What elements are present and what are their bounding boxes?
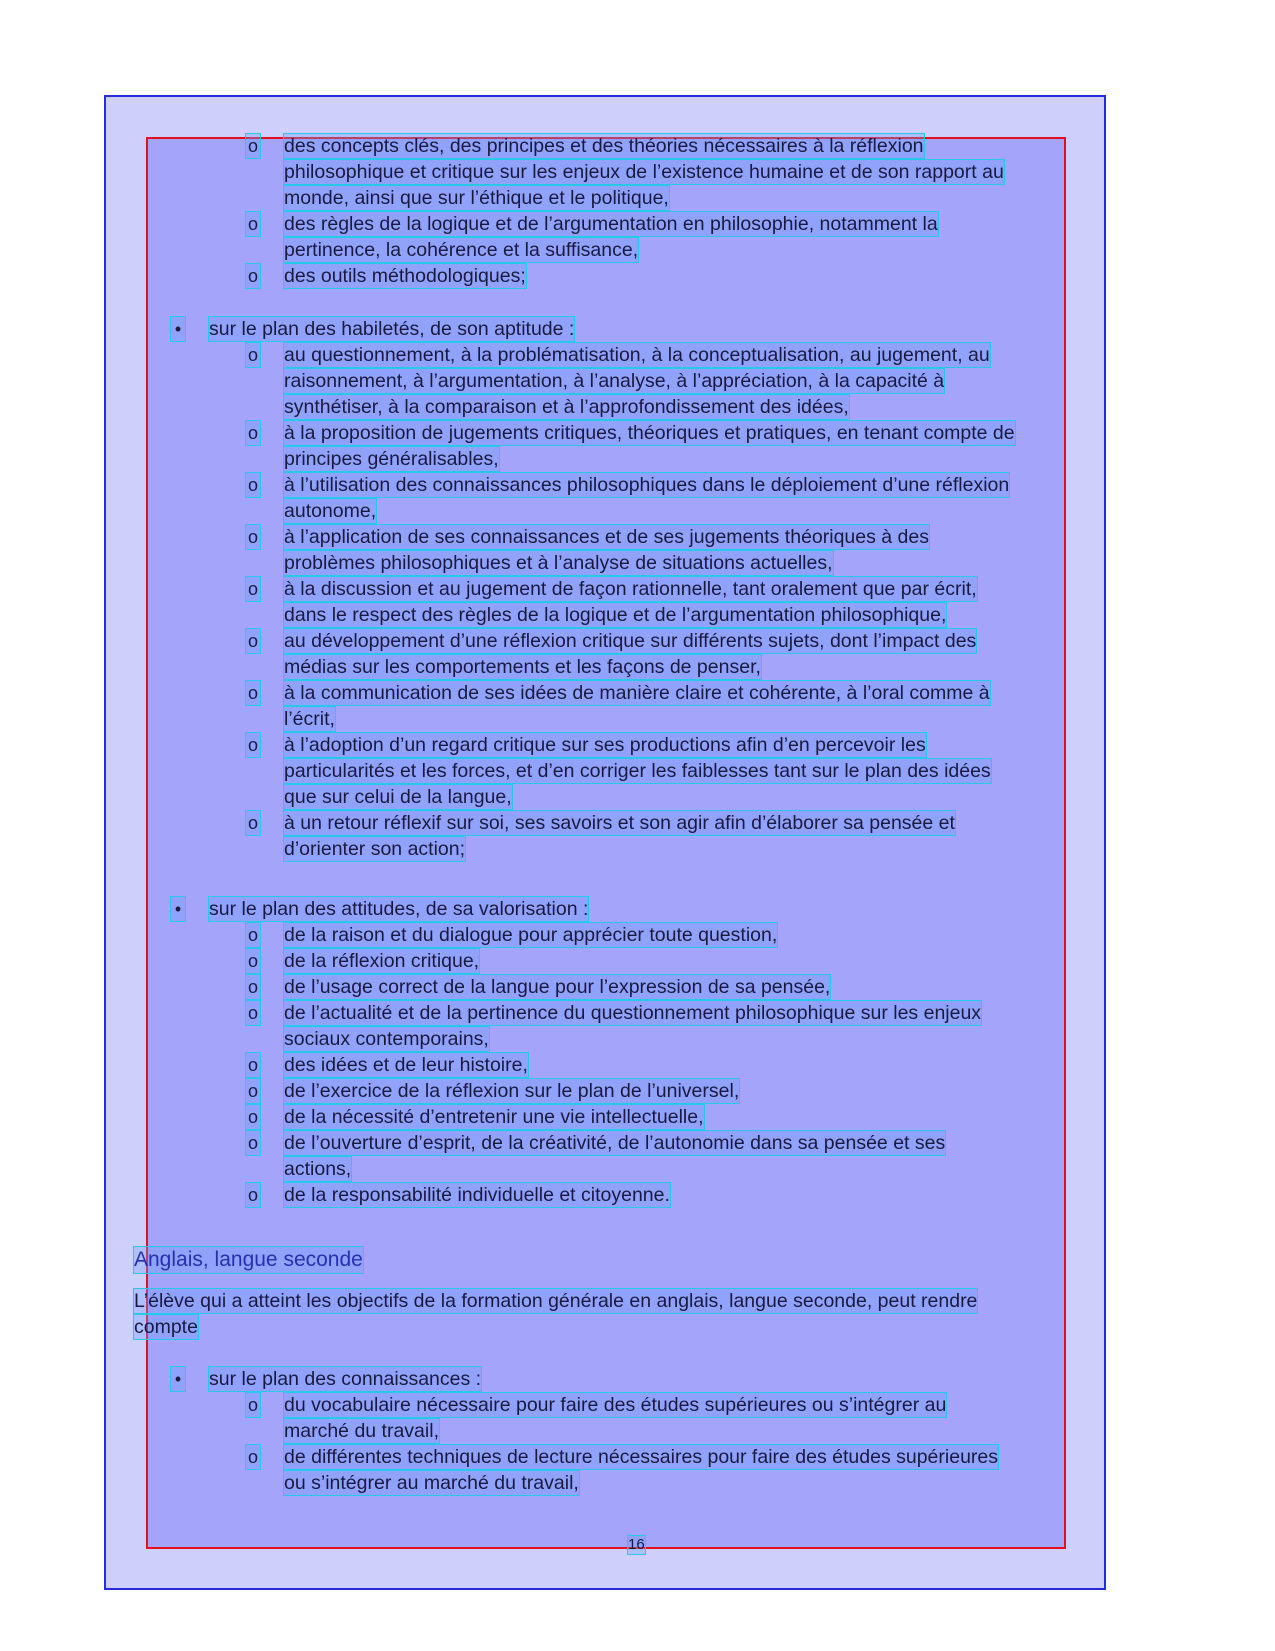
sub-list-item-line: des outils méthodologiques; xyxy=(284,265,526,287)
bullet-marker: o xyxy=(247,475,258,495)
bullet-marker: o xyxy=(247,1447,258,1467)
bullet-marker: o xyxy=(247,1107,258,1127)
sub-list-item-line: au questionnement, à la problématisation, à la conceptualisation, au jugement, au xyxy=(284,344,990,366)
page-number: 16 xyxy=(628,1536,645,1553)
bullet-marker: o xyxy=(247,813,258,833)
bullet-marker: o xyxy=(247,345,258,365)
bullet-marker: o xyxy=(247,214,258,234)
sub-list-item-line: à la communication de ses idées de manière claire et cohérente, à l’oral comme à xyxy=(284,682,990,704)
section-heading-anglais: Anglais, langue seconde xyxy=(134,1248,363,1271)
bullet-marker: o xyxy=(247,977,258,997)
bullet-marker: o xyxy=(247,631,258,651)
sub-list-item-line: l’écrit, xyxy=(284,708,335,730)
bullet-marker: o xyxy=(247,1133,258,1153)
sub-list-item-line: de l’ouverture d’esprit, de la créativité, de l’autonomie dans sa pensée et ses xyxy=(284,1132,946,1154)
list-item-label: sur le plan des habiletés, de son aptitude : xyxy=(209,318,575,340)
sub-list-item-line: ou s’intégrer au marché du travail, xyxy=(284,1472,579,1494)
sub-list-item-line: sociaux contemporains, xyxy=(284,1028,489,1050)
sub-list-item-line: dans le respect des règles de la logique et de l’argumentation philosophique, xyxy=(284,604,947,626)
sub-list-item-line: au développement d’une réflexion critique sur différents sujets, dont l’impact des xyxy=(284,630,977,652)
sub-list-item-line: de la nécessité d’entretenir une vie intellectuelle, xyxy=(284,1106,704,1128)
bullet-marker: o xyxy=(247,527,258,547)
sub-list-item-line: de la raison et du dialogue pour apprécier toute question, xyxy=(284,924,778,946)
sub-list-item-line: philosophique et critique sur les enjeux de l’existence humaine et de son rapport au xyxy=(284,161,1004,183)
bullet-marker: o xyxy=(247,1395,258,1415)
sub-list-item-line: des règles de la logique et de l’argumentation en philosophie, notamment la xyxy=(284,213,938,235)
bullet-marker: • xyxy=(171,1367,185,1391)
bullet-marker: o xyxy=(247,925,258,945)
list-item-label: sur le plan des connaissances : xyxy=(209,1368,482,1390)
bullet-marker: o xyxy=(247,683,258,703)
sub-list-item-line: particularités et les forces, et d’en corriger les faiblesses tant sur le plan des idées xyxy=(284,760,991,782)
sub-list-item-line: à un retour réflexif sur soi, ses savoirs et son agir afin d’élaborer sa pensée et xyxy=(284,812,955,834)
sub-list-item-line: de la réflexion critique, xyxy=(284,950,480,972)
sub-list-item-line: que sur celui de la langue, xyxy=(284,786,512,808)
sub-list-item-line: raisonnement, à l’argumentation, à l’analyse, à l’appréciation, à la capacité à xyxy=(284,370,945,392)
sub-list-item-line: à l’adoption d’un regard critique sur ses productions afin d’en percevoir les xyxy=(284,734,926,756)
sub-list-item-line: synthétiser, à la comparaison et à l’approfondissement des idées, xyxy=(284,396,849,418)
sub-list-item-line: médias sur les comportements et les façons de penser, xyxy=(284,656,761,678)
sub-list-item-line: du vocabulaire nécessaire pour faire des études supérieures ou s’intégrer au xyxy=(284,1394,947,1416)
list-item-label: sur le plan des attitudes, de sa valorisation : xyxy=(209,898,589,920)
bullet-marker: o xyxy=(247,423,258,443)
sub-list-item-line: de l’exercice de la réflexion sur le plan de l’universel, xyxy=(284,1080,740,1102)
sub-list-item-line: de la responsabilité individuelle et citoyenne. xyxy=(284,1184,670,1206)
bullet-marker: o xyxy=(247,951,258,971)
bullet-marker: o xyxy=(247,1055,258,1075)
bullet-marker: • xyxy=(171,317,185,341)
bullet-marker: o xyxy=(247,136,258,156)
bullet-marker: o xyxy=(247,579,258,599)
sub-list-item-line: à l’application de ses connaissances et de ses jugements théoriques à des xyxy=(284,526,929,548)
sub-list-item-line: des idées et de leur histoire, xyxy=(284,1054,528,1076)
sub-list-item-line: principes généralisables, xyxy=(284,448,499,470)
bullet-marker: o xyxy=(247,1185,258,1205)
sub-list-item-line: actions, xyxy=(284,1158,352,1180)
sub-list-item-line: problèmes philosophiques et à l’analyse de situations actuelles, xyxy=(284,552,833,574)
sub-list-item-line: à l’utilisation des connaissances philosophiques dans le déploiement d’une réflexion xyxy=(284,474,1010,496)
sub-list-item-line: des concepts clés, des principes et des théories nécessaires à la réflexion xyxy=(284,135,924,157)
sub-list-item-line: pertinence, la cohérence et la suffisance, xyxy=(284,239,639,261)
sub-list-item-line: marché du travail, xyxy=(284,1420,439,1442)
sub-list-item-line: de l’actualité et de la pertinence du questionnement philosophique sur les enjeux xyxy=(284,1002,982,1024)
sub-list-item-line: monde, ainsi que sur l’éthique et le politique, xyxy=(284,187,669,209)
paragraph-line: L’élève qui a atteint les objectifs de la formation générale en anglais, langue seconde, peut rendre xyxy=(134,1290,978,1312)
sub-list-item-line: à la proposition de jugements critiques, théoriques et pratiques, en tenant compte de xyxy=(284,422,1015,444)
sub-list-item-line: de l’usage correct de la langue pour l’expression de sa pensée, xyxy=(284,976,831,998)
bullet-marker: • xyxy=(171,897,185,921)
paragraph-line: compte xyxy=(134,1316,198,1338)
sub-list-item-line: autonome, xyxy=(284,500,377,522)
sub-list-item-line: à la discussion et au jugement de façon rationnelle, tant oralement que par écrit, xyxy=(284,578,977,600)
sub-list-item-line: de différentes techniques de lecture nécessaires pour faire des études supérieures xyxy=(284,1446,998,1468)
bullet-marker: o xyxy=(247,1003,258,1023)
sub-list-item-line: d’orienter son action; xyxy=(284,838,466,860)
bullet-marker: o xyxy=(247,735,258,755)
bullet-marker: o xyxy=(247,1081,258,1101)
bullet-marker: o xyxy=(247,266,258,286)
